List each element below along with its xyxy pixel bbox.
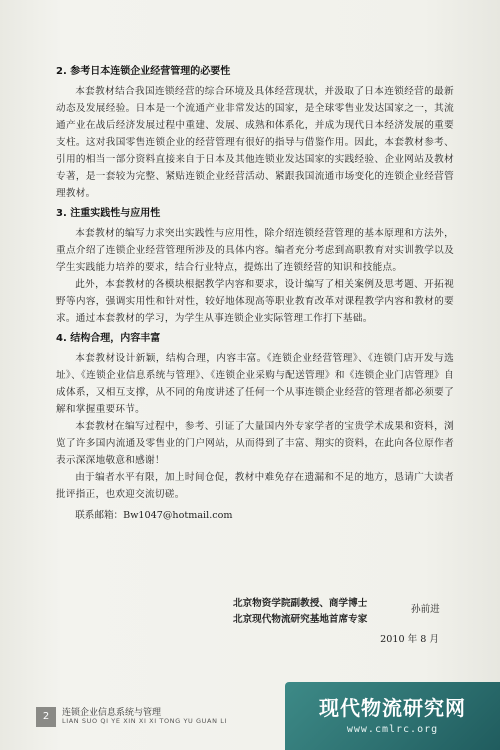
- section-necessity: [56, 64, 454, 202]
- signature-title-1: 北京物资学院副教授、商学博士: [233, 598, 368, 609]
- section-practicality: [56, 206, 454, 327]
- paragraph: 本套教材设计新颖，结构合理，内容丰富。《连锁企业经营管理》、《连锁门店开发与选址》、《连锁企业信息系统与管理》、《连锁企业采购与配送管理》和《连锁企业门店管理》自成体系，又相互支撑，从不同的角度讲述了任何一个从事连锁企业经营的管理者都必须要了解和掌握重要环节。: [56, 353, 454, 415]
- section-heading: 3. 注重实践性与应用性: [56, 208, 161, 219]
- signature-date: 2010 年 8 月: [380, 634, 439, 645]
- footer-book-title: 连锁企业信息系统与管理: [62, 708, 162, 718]
- watermark-banner: [285, 682, 500, 750]
- contact-email: 联系邮箱：Bw1047@hotmail.com: [75, 510, 233, 521]
- page-number: 2: [36, 707, 56, 727]
- paragraph: 由于编者水平有限，加上时间仓促，教材中难免存在遗漏和不足的地方，恳请广大读者批评指正，也欢迎交流切磋。: [56, 472, 454, 500]
- section-heading: 4. 结构合理，内容丰富: [56, 333, 161, 344]
- section-structure: [56, 331, 454, 503]
- page-footer: [36, 705, 256, 729]
- paragraph: 本套教材的编写力求突出实践性与应用性，除介绍连锁经营管理的基本原理和方法外，重点介绍了连锁企业经营管理所涉及的具体内容。编者充分考虑到高职教育对实训教学以及学生实践能力培养的要求，结合行业特点，提炼出了连锁经营的知识和技能点。: [56, 228, 454, 273]
- body-content: [56, 64, 454, 524]
- signature-name: 孙前进: [411, 604, 440, 615]
- section-heading: 2. 参考日本连锁企业经营管理的必要性: [56, 66, 231, 77]
- paragraph: 本套教材结合我国连锁经营的综合环境及具体经营现状，并汲取了日本连锁经营的最新动态及发展经验。日本是一个流通产业非常发达的国家，是全球零售业发达国家之一，其流通产业在战后经济发展过程中重建、发展、成熟和体系化，并成为现代日本经济发展的重要支柱。这对我国零售连锁企业的经营管理有很好的指导与借鉴作用。因此，本套教材参考、引用的相当一部分资料直接来自于日本及其他连锁业发达国家的实践经验、企业网站及教材专著，是一套较为完整、紧贴连锁企业经营活动、紧跟我国流通市场变化的连锁企业经营管理教材。: [56, 86, 454, 199]
- signature-title-2: 北京现代物流研究基地首席专家: [233, 614, 368, 625]
- watermark-url: www.cmlrc.org: [346, 724, 439, 735]
- signature-block: [233, 596, 463, 648]
- watermark-title: 现代物流研究网: [319, 696, 466, 720]
- paragraph: 本套教材在编写过程中，参考、引证了大量国内外专家学者的宝贵学术成果和资料，浏览了许多国内流通及零售业的门户网站，从而得到了丰富、翔实的资料，在此向各位原作者表示深深地敬意和感谢！: [56, 421, 454, 466]
- paragraph: 此外，本套教材的各模块根据教学内容和要求，设计编写了相关案例及思考题、开拓视野等内容，强调实用性和针对性，较好地体现高等职业教育改革对课程教学内容和教材的要求。通过本套教材的学习，为学生从事连锁企业实际管理工作打下基础。: [56, 279, 454, 324]
- footer-pinyin: LIAN SUO QI YE XIN XI XI TONG YU GUAN LI: [62, 717, 227, 725]
